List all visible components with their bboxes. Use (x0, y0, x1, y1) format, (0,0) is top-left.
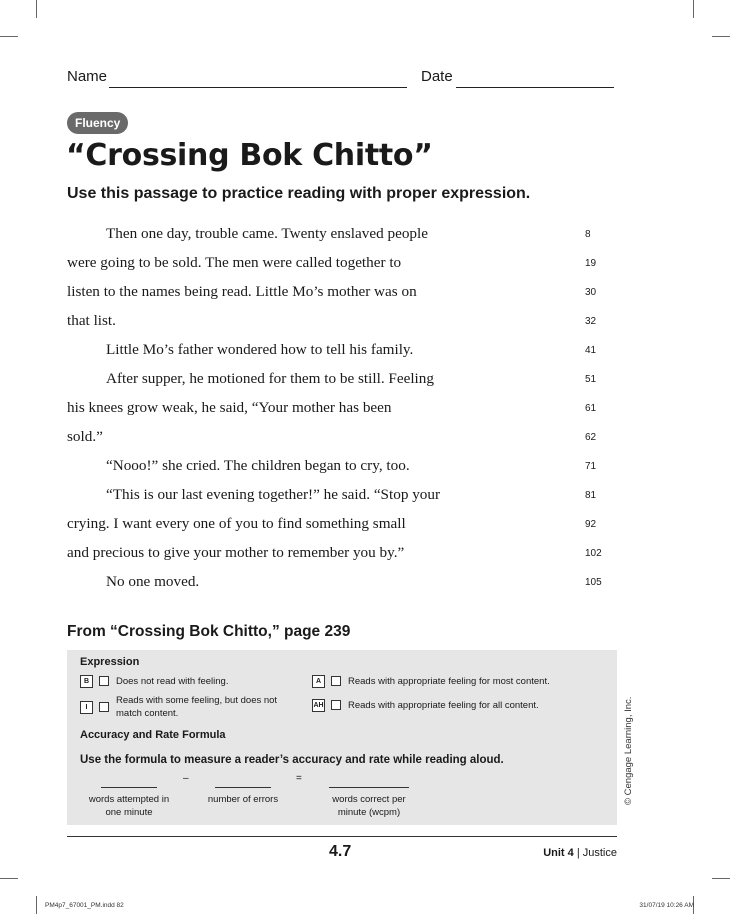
passage-line (67, 539, 615, 568)
passage-line (67, 365, 615, 394)
passage-line-text: crying. I want every one of you to find something small (67, 515, 406, 532)
name-date-row (67, 68, 615, 90)
word-count: 30 (585, 287, 597, 298)
crop-mark (712, 36, 730, 37)
file-slug: PM4p7_67001_PM.indd 82 (45, 902, 124, 909)
passage-line-text: “Nooo!” she cried. The children began to cry, too. (106, 457, 410, 474)
rubric-code: AH (312, 699, 325, 712)
page-title: “Crossing Bok Chitto” (66, 138, 433, 173)
footer-divider (67, 836, 617, 837)
formula-heading: Accuracy and Rate Formula (80, 729, 226, 741)
crop-mark (693, 0, 694, 18)
rubric-checkbox[interactable] (99, 676, 109, 686)
page-number: 4.7 (329, 843, 352, 860)
rubric-item-b (80, 675, 228, 688)
passage-line-text: No one moved. (106, 573, 200, 590)
passage-line (67, 278, 615, 307)
name-field[interactable] (109, 87, 407, 88)
crop-mark (712, 878, 730, 879)
crop-mark (0, 878, 18, 879)
rubric-item-i (80, 694, 296, 720)
word-count: 81 (585, 490, 597, 501)
word-count: 51 (585, 374, 597, 385)
passage-line-text: that list. (67, 312, 116, 329)
word-count: 102 (585, 548, 602, 559)
passage-line (67, 452, 615, 481)
passage-line-text: After supper, he motioned for them to be still. Feeling (106, 370, 434, 387)
word-count: 92 (585, 519, 597, 530)
date-label: Date (421, 68, 453, 85)
rubric-text: Reads with appropriate feeling for most content. (348, 676, 550, 687)
date-field[interactable] (456, 87, 614, 88)
passage-line-text: “This is our last evening together!” he said. “Stop your (106, 486, 441, 503)
unit-separator: | (576, 847, 580, 859)
page-subtitle: Use this passage to practice reading with proper expression. (67, 185, 531, 202)
errors-label: number of errors (207, 794, 279, 805)
crop-mark (36, 896, 37, 914)
wcpm-label: words correct per minute (wcpm) (332, 794, 406, 818)
wcpm-blank[interactable] (329, 787, 409, 788)
name-label: Name (67, 68, 108, 85)
passage-line-text: and precious to give your mother to remember you by.” (67, 544, 405, 561)
assessment-panel (67, 650, 617, 825)
passage-line (67, 220, 615, 249)
copyright-notice: © Cengage Learning, Inc. (623, 696, 634, 805)
word-count: 61 (585, 403, 597, 414)
passage-line-text: Little Mo’s father wondered how to tell his family. (106, 341, 414, 358)
rubric-text: Does not read with feeling. (116, 676, 229, 687)
rubric-text: Reads with some feeling, but does not match content. (116, 695, 278, 719)
passage-line-text: were going to be sold. The men were called together to (67, 254, 402, 271)
word-count: 8 (585, 229, 591, 240)
passage-line (67, 336, 615, 365)
passage-line (67, 394, 615, 423)
formula-description: Use the formula to measure a reader’s accuracy and rate while reading aloud. (80, 754, 504, 766)
rubric-code: B (80, 675, 93, 688)
passage-line-text: sold.” (67, 428, 103, 445)
rubric-code: A (312, 675, 325, 688)
passage-line-text: his knees grow weak, he said, “Your mother has been (67, 399, 392, 416)
fluency-badge: Fluency (67, 112, 128, 134)
passage-line-text: listen to the names being read. Little Mo’s mother was on (67, 283, 417, 300)
unit-number: Unit 4 (543, 847, 574, 859)
rubric-item-ah (312, 699, 539, 712)
date-slug: 31/07/19 10:26 AM (639, 902, 694, 909)
rubric-checkbox[interactable] (99, 702, 109, 712)
rubric-checkbox[interactable] (331, 676, 341, 686)
source-citation: From “Crossing Bok Chitto,” page 239 (67, 623, 351, 640)
rubric-text: Reads with appropriate feeling for all content. (348, 700, 539, 711)
words-attempted-label: words attempted in one minute (88, 794, 170, 818)
crop-mark (0, 36, 18, 37)
minus-sign: – (183, 773, 189, 784)
word-count: 19 (585, 258, 597, 269)
passage-line (67, 423, 615, 452)
passage-line (67, 568, 615, 597)
rubric-checkbox[interactable] (331, 700, 341, 710)
passage-line (67, 481, 615, 510)
unit-topic: Justice (582, 847, 617, 859)
crop-mark (36, 0, 37, 18)
reading-passage (67, 220, 615, 597)
passage-line (67, 249, 615, 278)
passage-line-text: Then one day, trouble came. Twenty enslaved people (106, 225, 428, 242)
unit-label (543, 847, 617, 859)
equals-sign: = (296, 773, 302, 784)
rubric-code: I (80, 701, 93, 714)
word-count: 62 (585, 432, 597, 443)
words-attempted-blank[interactable] (101, 787, 157, 788)
word-count: 41 (585, 345, 597, 356)
word-count: 71 (585, 461, 597, 472)
passage-line (67, 307, 615, 336)
errors-blank[interactable] (215, 787, 271, 788)
word-count: 105 (585, 577, 602, 588)
expression-heading: Expression (80, 656, 140, 668)
rubric-item-a (312, 675, 550, 688)
word-count: 32 (585, 316, 597, 327)
passage-line (67, 510, 615, 539)
